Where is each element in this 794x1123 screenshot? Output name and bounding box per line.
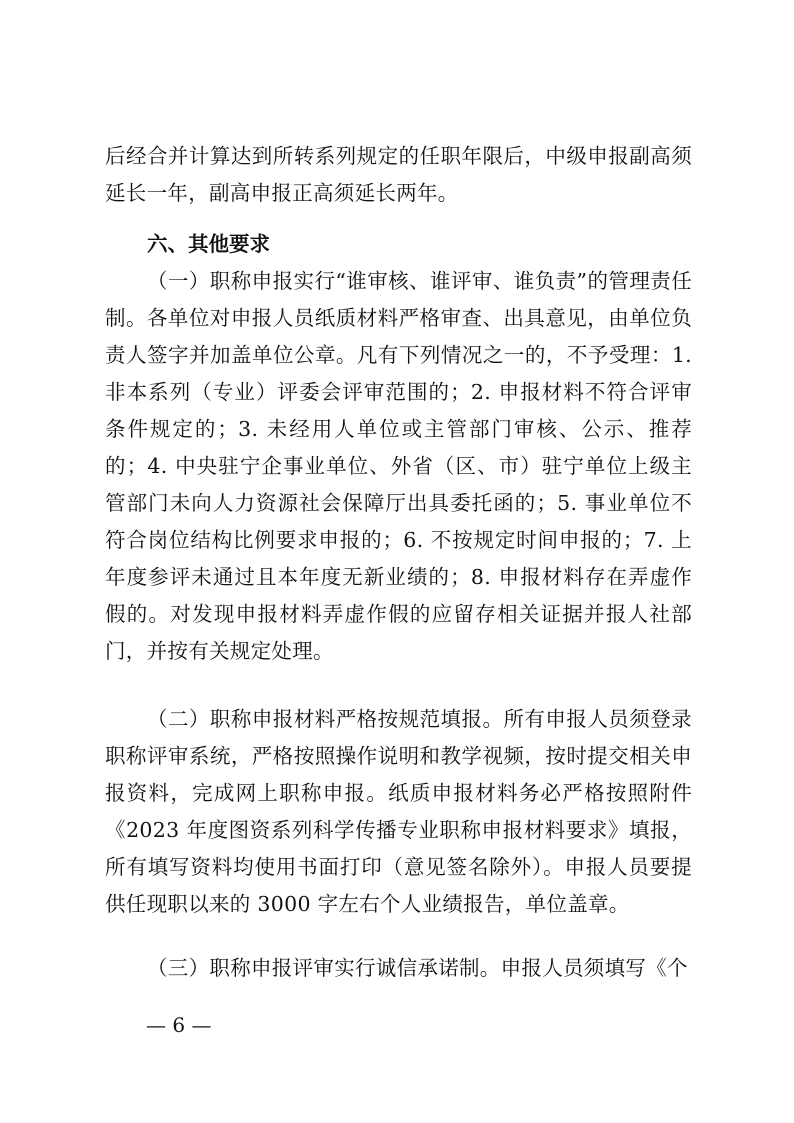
- continuation-paragraph: 后经合并计算达到所转系列规定的任职年限后，中级申报副高须延长一年，副高申报正高须延长两年。: [105, 144, 692, 205]
- item-3-paragraph: （三）职称申报评审实行诚信承诺制。申报人员须填写《个: [147, 956, 688, 980]
- item-2-paragraph: （二）职称申报材料严格按规范填报。所有申报人员须登录职称评审系统，严格按照操作说明和教学视频，按时提交相关申报资料，完成网上职称申报。纸质申报材料务必严格按照附件《2023 年度图资系列科学传播专业职称申报材料要求》填报，所有填写资料均使用书面打印（意见签名除外）。申报人员要提供任现职以来的 3000 字左右个人业绩报告，单位盖章。: [105, 707, 692, 916]
- item-1-paragraph: （一）职称申报实行“谁审核、谁评审、谁负责”的管理责任制。各单位对申报人员纸质材料严格审查、出具意见，由单位负责人签字并加盖单位公章。凡有下列情况之一的，不予受理：1. 非本系列（专业）评委会评审范围的；2. 申报材料不符合评审条件规定的；3. 未经用人单位或主管部门审核、公示、推荐的；4. 中央驻宁企事业单位、外省（区、市）驻宁单位上级主管部门未向人力资源社会保障厅出具委托函的；5. 事业单位不符合岗位结构比例要求申报的；6. 不按规定时间申报的；7. 上年度参评未通过且本年度无新业绩的；8. 申报材料存在弄虚作假的。对发现申报材料弄虚作假的应留存相关证据并报人社部门，并按有关规定处理。: [105, 269, 692, 663]
- page-number: — 6 —: [146, 1013, 212, 1037]
- section-heading: 六、其他要求: [147, 232, 270, 256]
